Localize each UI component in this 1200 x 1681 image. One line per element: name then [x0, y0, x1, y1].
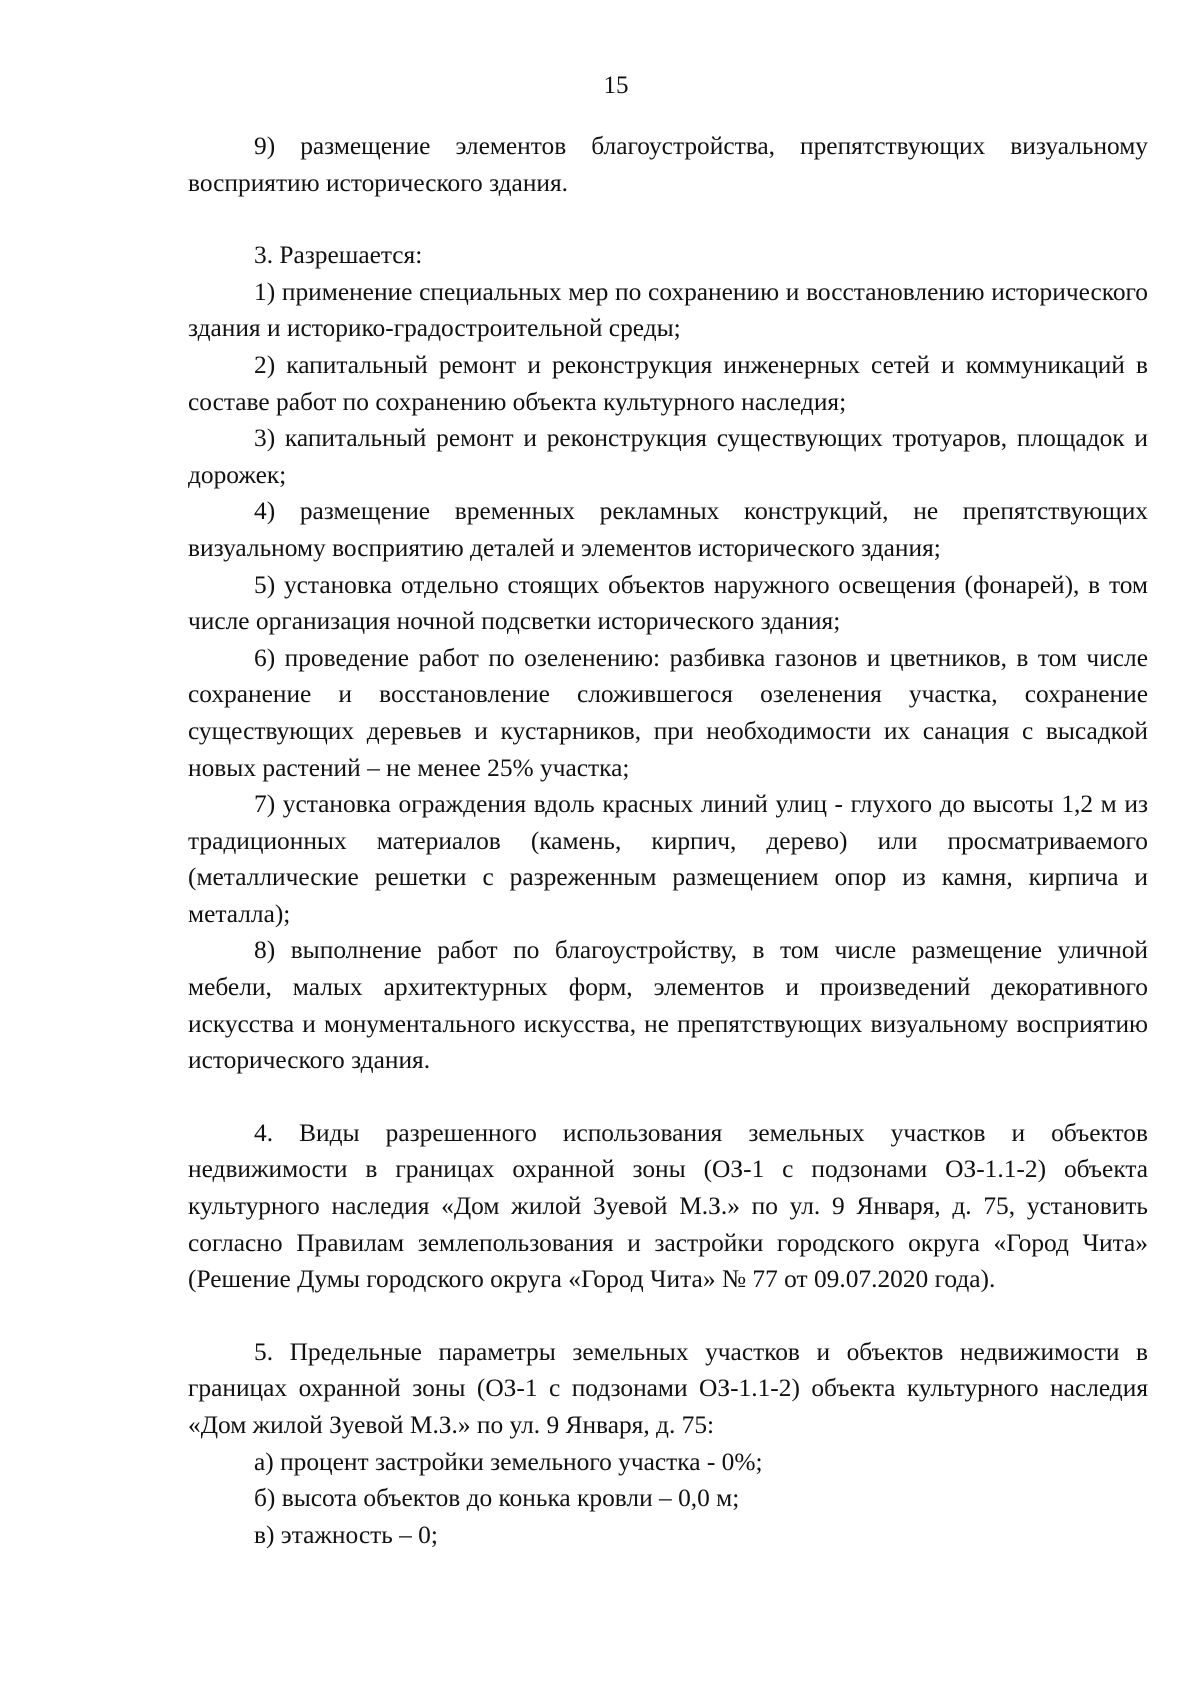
section-3-item-7: 7) установка ограждения вдоль красных линий улиц - глухого до высоты 1,2 м из традиционных материалов (камень, кирпич, дерево) или просматриваемого (металлические решетки с разреженным размещением опор из камня, кирпича и металла); [188, 790, 1148, 928]
section-3-item-5: 5) установка отдельно стоящих объектов наружного освещения (фонарей), в том числе организация ночной подсветки исторического здания; [188, 570, 1148, 636]
section-5-item-c: в) этажность – 0; [254, 1520, 438, 1549]
list-item-9: 9) размещение элементов благоустройства, препятствующих визуальному восприятию исторического здания. [188, 132, 1148, 197]
section-gap [188, 201, 1148, 237]
section-3-item-3: 3) капитальный ремонт и реконструкция существующих тротуаров, площадок и дорожек; [188, 424, 1148, 489]
document-body [188, 128, 1148, 1553]
section-gap [188, 1079, 1148, 1115]
section-4: 4. Виды разрешенного использования земельных участков и объектов недвижимости в границах охранной зоны (ОЗ-1 с подзонами ОЗ-1.1-2) объекта культурного наследия «Дом жилой Зуевой М.З.» по ул. 9 Января, д. 75, установить согласно Правилам землепользования и застройки городского округа «Город Чита» (Решение Думы городского округа «Город Чита» № 77 от 09.07.2020 года). [188, 1118, 1148, 1294]
section-3-heading: 3. Разрешается: [254, 241, 423, 270]
section-3-item-8: 8) выполнение работ по благоустройству, в том числе размещение уличной мебели, малых архитектурных форм, элементов и произведений декоративного искусства и монументального искусства, не препятствующих визуальному восприятию исторического здания. [188, 936, 1148, 1075]
section-5-item-b: б) высота объектов до конька кровли – 0,0 м; [254, 1484, 740, 1513]
section-gap [188, 1298, 1148, 1334]
section-5: 5. Предельные параметры земельных участков и объектов недвижимости в границах охранной зоны (ОЗ-1 с подзонами ОЗ-1.1-2) объекта культурного наследия «Дом жилой Зуевой М.З.» по ул. 9 Января, д. 75: [188, 1337, 1148, 1439]
section-3-item-1: 1) применение специальных мер по сохранению и восстановлению исторического здания и историко-градостроительной среды; [188, 277, 1148, 343]
section-3-item-4: 4) размещение временных рекламных конструкций, не препятствующих визуальному восприятию деталей и элементов исторического здания; [188, 497, 1148, 562]
section-3-item-2: 2) капитальный ремонт и реконструкция инженерных сетей и коммуникаций в составе работ по сохранению объекта культурного наследия; [188, 350, 1148, 416]
section-3-item-6: 6) проведение работ по озеленению: разбивка газонов и цветников, в том числе сохранение и восстановление сложившегося озеленения участка, сохранение существующих деревьев и кустарников, при необходимости их санация с высадкой новых растений – не менее 25% участка; [188, 643, 1148, 782]
section-5-item-a: а) процент застройки земельного участка - 0%; [254, 1447, 763, 1476]
page-number: 15 [603, 72, 629, 99]
